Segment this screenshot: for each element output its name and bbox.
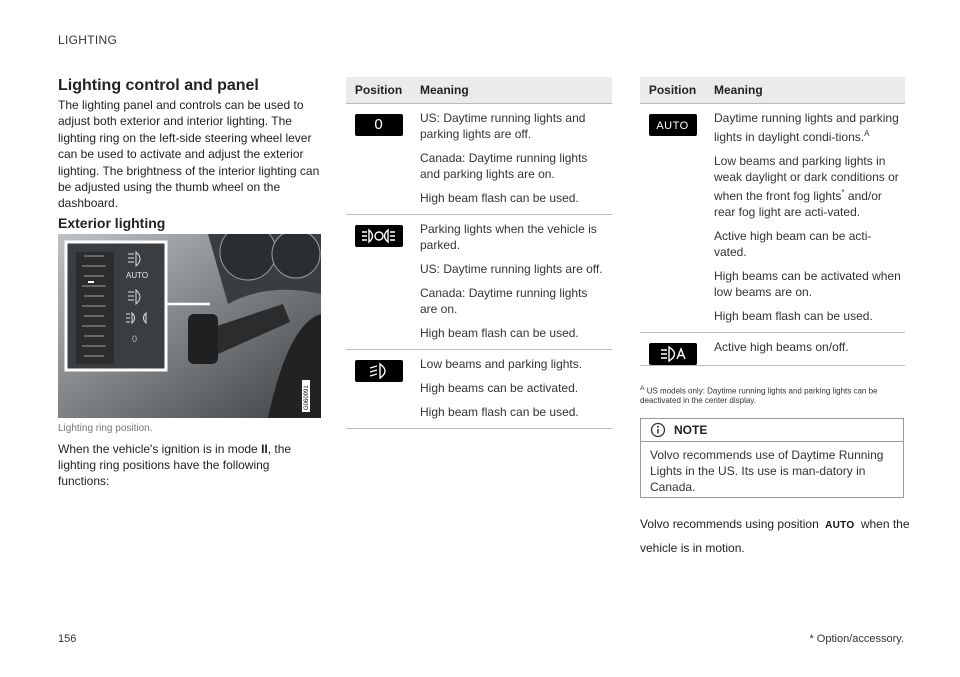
- para-text-2: , the lighting ring positions have the following functions:: [58, 442, 292, 488]
- closing-text-2: when the vehicle is in motion.: [640, 517, 910, 555]
- table-row: [346, 215, 612, 350]
- auto-icon-text: AUTO: [656, 120, 689, 132]
- para-text-1: When the vehicle's ignition is in mode: [58, 442, 262, 456]
- meaning-line: Low beams and parking lights in weak daylight or dark conditions or when the front fog lights: [714, 154, 899, 203]
- meaning-line: Active high beams on/off.: [714, 340, 849, 354]
- footnote-marker: A: [640, 385, 645, 392]
- positions-table-2: [640, 77, 905, 366]
- meaning-line: Daytime running lights and parking lights in daylight condi-tions.: [714, 111, 899, 144]
- ignition-mode: II: [261, 442, 268, 456]
- positions-table-1: [346, 77, 612, 429]
- meaning-line: High beam flash can be used.: [420, 326, 579, 340]
- table-row: [640, 104, 905, 333]
- auto-inline-icon: AUTO: [825, 520, 855, 531]
- footnote-ref: A: [864, 129, 870, 138]
- figure-code: G060991: [304, 385, 310, 410]
- meaning-line: Active high beam can be acti-vated.: [714, 229, 872, 259]
- ignition-mode-paragraph: [58, 441, 322, 489]
- col-header-meaning: Meaning: [705, 77, 905, 104]
- auto-position-icon: [649, 114, 697, 136]
- meaning-line: High beam flash can be used.: [420, 405, 579, 419]
- table-row: [346, 104, 612, 215]
- footnote-text: US models only: Daytime running lights and parking lights can be deactivated in the center display.: [640, 386, 878, 406]
- note-text: Volvo recommends use of Daytime Running Lights in the US. Its use is man-datory in Canada.: [650, 448, 884, 494]
- meaning-line: Canada: Daytime running lights and parking lights are on.: [420, 151, 588, 181]
- option-accessory-note: * Option/accessory.: [809, 633, 904, 645]
- zero-position-icon: [355, 114, 403, 136]
- subheading-exterior-lighting: Exterior lighting: [58, 215, 166, 231]
- page-number: 156: [58, 633, 77, 645]
- parking-lights-icon: [355, 225, 403, 247]
- meaning-line: Parking lights when the vehicle is parked.: [420, 222, 597, 252]
- table-row: [640, 333, 905, 366]
- meaning-line: and/or rear fog light are acti-vated.: [714, 189, 882, 219]
- intro-paragraph: The lighting panel and controls can be used to adjust both exterior and interior lighting. The lighting ring on the left-side steering wheel lever can be used to activate and adjust the exterior lighting. The brightness of the interior lighting can be adjusted using the thumb wheel on the dashboard.: [58, 98, 320, 211]
- note-title: NOTE: [674, 423, 708, 437]
- section-label: LIGHTING: [58, 33, 118, 47]
- meaning-line: High beam flash can be used.: [420, 191, 579, 205]
- zero-icon-text: 0: [374, 116, 383, 133]
- low-beam-icon: [355, 360, 403, 382]
- note-header: [641, 419, 903, 442]
- col-header-position: Position: [640, 77, 705, 104]
- meaning-line: High beams can be activated when low beams are on.: [714, 269, 901, 299]
- info-icon: [650, 422, 666, 443]
- table-footnote: [640, 384, 905, 406]
- active-high-beam-icon: [649, 343, 697, 365]
- ring-label-zero: 0: [132, 334, 138, 344]
- col-header-meaning: Meaning: [411, 77, 612, 104]
- meaning-line: High beam flash can be used.: [714, 309, 873, 323]
- ring-label-auto: AUTO: [126, 271, 149, 280]
- meaning-line: US: Daytime running lights and parking lights are off.: [420, 111, 586, 141]
- meaning-line: US: Daytime running lights are off.: [420, 262, 603, 276]
- meaning-line: High beams can be activated.: [420, 381, 579, 395]
- page-title: Lighting control and panel: [58, 77, 259, 94]
- lighting-ring-photo: [58, 234, 321, 418]
- meaning-line: Canada: Daytime running lights are on.: [420, 286, 588, 316]
- note-box: [640, 418, 904, 498]
- table-row: [346, 350, 612, 429]
- meaning-line: Low beams and parking lights.: [420, 357, 583, 371]
- closing-text-1: Volvo recommends using position: [640, 517, 819, 531]
- closing-paragraph: [640, 513, 910, 559]
- col-header-position: Position: [346, 77, 411, 104]
- option-mark: *: [841, 188, 845, 197]
- figure-caption: Lighting ring position.: [58, 423, 153, 434]
